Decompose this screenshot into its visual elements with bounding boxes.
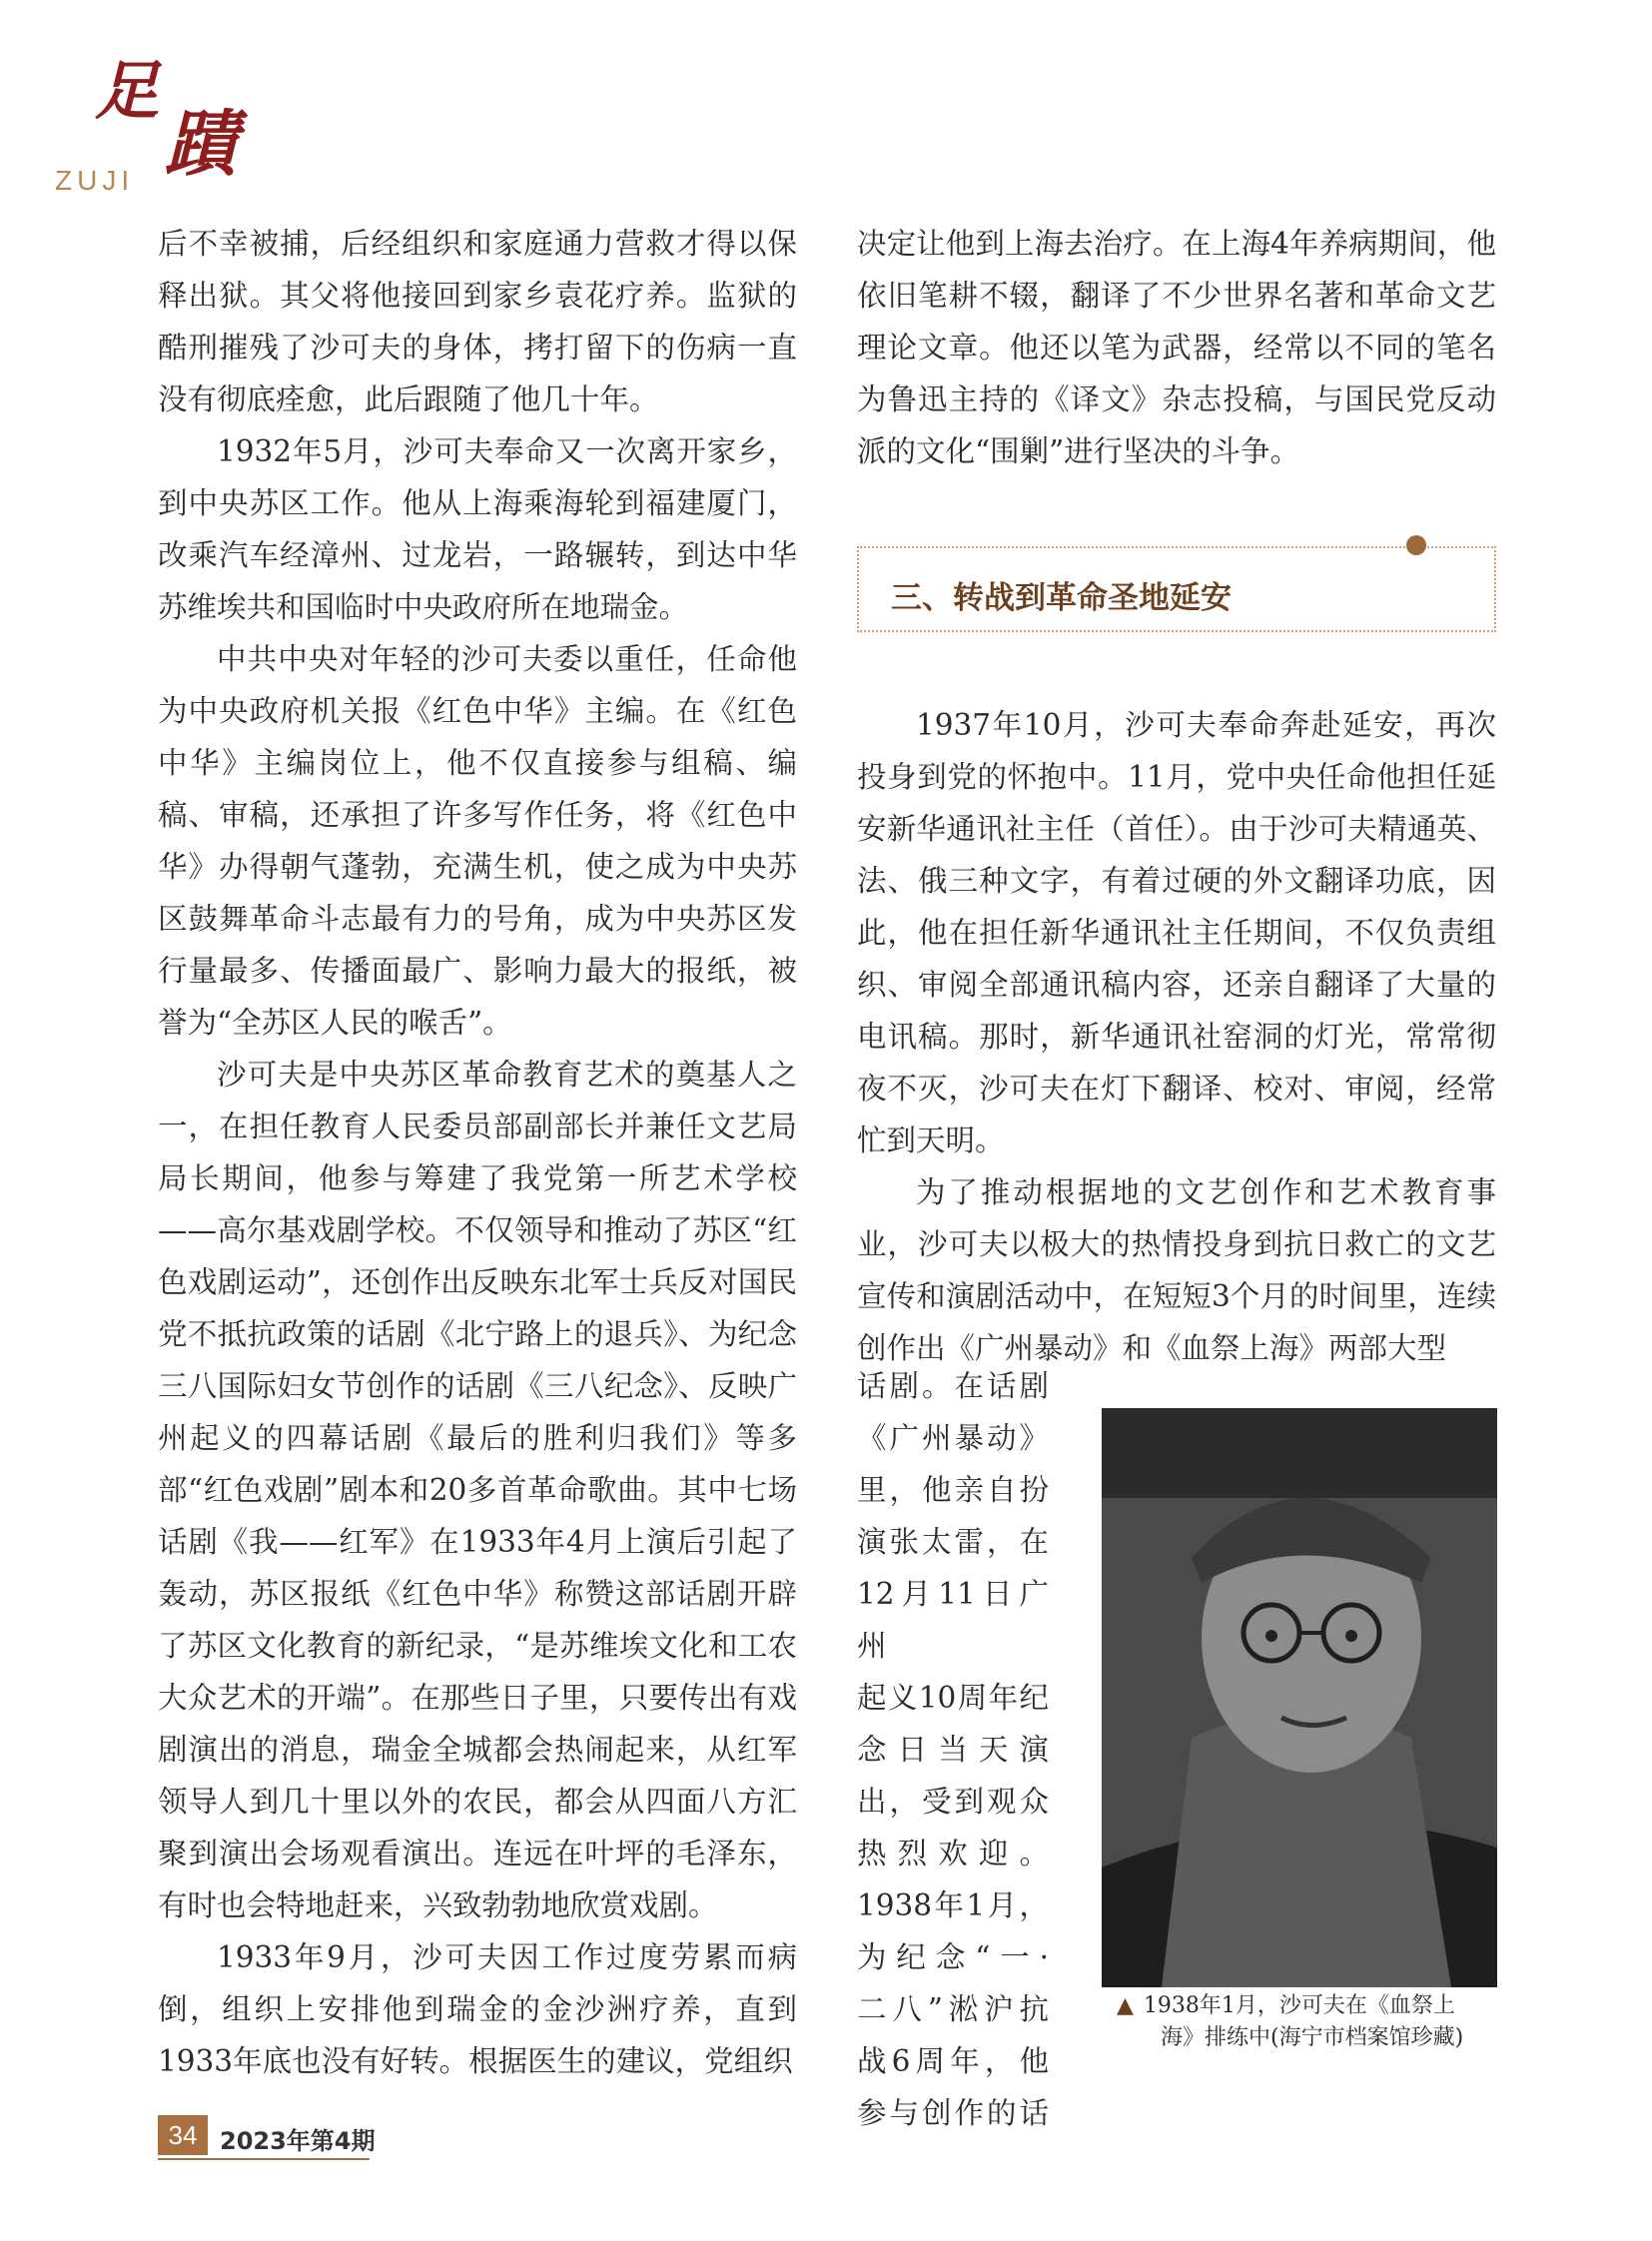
paragraph: 沙可夫是中央苏区革命教育艺术的奠基人之一，在担任教育人民委员部副部长并兼任文艺局局长期间，他参与筹建了我党第一所艺术学校——高尔基戏剧学校。不仅领导和推动了苏区“红色戏剧运动”，还创作出反映东北军士兵反对国民党不抵抗政策的话剧《北宁路上的退兵》、为纪念三八国际妇女节创作的话剧《三八纪念》、反映广州起义的四幕话剧《最后的胜利归我们》等多部“红色戏剧”剧本和20多首革命歌曲。其中七场话剧《我——红军》在1933年4月上演后引起了轰动，苏区报纸《红色中华》称赞这部话剧开辟了苏区文化教育的新纪录，“是苏维埃文化和工农大众艺术的开端”。在那些日子里，只要传出有戏剧演出的消息，瑞金全城都会热闹起来，从红军领导人到几十里以外的农民，都会从四面八方汇聚到演出会场观看演出。连远在叶坪的毛泽东，有时也会特地赶来，兴致勃勃地欣赏戏剧。: [158, 1058, 797, 1922]
paragraph: 1932年5月，沙可夫奉命又一次离开家乡，到中央苏区工作。他从上海乘海轮到福建厦门，改乘汽车经漳州、过龙岩，一路辗转，到达中华苏维埃共和国临时中央政府所在地瑞金。: [158, 434, 797, 624]
narrow-line: 战6周年，他: [857, 2044, 1049, 2078]
narrow-line: 1938年1月，: [857, 1888, 1049, 1922]
narrow-line: 出，受到观众: [857, 1785, 1049, 1819]
narrow-line: 12月11日广州: [857, 1577, 1049, 1663]
portrait-photo: [1102, 1408, 1497, 1987]
narrow-line: 为纪念“一·: [857, 1940, 1049, 1974]
paragraph: 后不幸被捕，后经组织和家庭通力营救才得以保释出狱。其父将他接回到家乡袁花疗养。监狱的酷刑摧残了沙可夫的身体，拷打留下的伤病一直没有彻底痊愈，此后跟随了他几十年。: [158, 227, 797, 416]
issue-label: 2023年第4期: [220, 2127, 376, 2155]
page-number: 34: [158, 2115, 208, 2155]
paragraph: 决定让他到上海去治疗。在上海4年养病期间，他依旧笔耕不辍，翻译了不少世界名著和革命文艺理论文章。他还以笔为武器，经常以不同的笔名为鲁迅主持的《译文》杂志投稿，与国民党反动派的文化“围剿”进行坚决的斗争。: [857, 227, 1496, 468]
logo-char-ji: 蹟: [165, 101, 238, 186]
paragraph: 为了推动根据地的文艺创作和艺术教育事业，沙可夫以极大的热情投身到抗日救亡的文艺宣传和演剧活动中，在短短3个月的时间里，连续创作出《广州暴动》和《血祭上海》两部大型: [857, 1175, 1496, 1365]
section-title: 三、转战到革命圣地延安: [891, 580, 1232, 616]
masthead-logo: [55, 54, 255, 196]
right-column-body: [857, 699, 1496, 1374]
footer-rule: [158, 2158, 370, 2160]
narrow-line: 热烈欢迎。: [857, 1837, 1049, 1870]
narrow-line: 起义10周年纪: [857, 1681, 1049, 1715]
narrow-line: 二八”淞沪抗: [857, 1992, 1049, 2026]
photo-caption: [1117, 1990, 1496, 2054]
right-column-top: [857, 218, 1496, 477]
narrow-line: 《广州暴动》: [857, 1421, 1049, 1455]
narrow-line: 话剧。在话剧: [857, 1369, 1049, 1403]
narrow-line: 演张太雷，在: [857, 1525, 1049, 1559]
narrow-line: 里，他亲自扮: [857, 1473, 1049, 1507]
narrow-line: 念日当天演: [857, 1733, 1049, 1767]
triangle-icon: ▲: [1117, 1993, 1134, 2018]
caption-line: 1938年1月，沙可夫在《血祭上: [1143, 1993, 1455, 2018]
paragraph: 1937年10月，沙可夫奉命奔赴延安，再次投身到党的怀抱中。11月，党中央任命他担任延安新华通讯社主任（首任）。由于沙可夫精通英、法、俄三种文字，有着过硬的外文翻译功底，因此，他在担任新华通讯社主任期间，不仅负责组织、审阅全部通讯稿内容，还亲自翻译了大量的电讯稿。那时，新华通讯社窑洞的灯光，常常彻夜不灭，沙可夫在灯下翻译、校对、审阅，经常忙到天明。: [857, 708, 1496, 1157]
paragraph: 中共中央对年轻的沙可夫委以重任，任命他为中央政府机关报《红色中华》主编。在《红色中华》主编岗位上，他不仅直接参与组稿、编稿、审稿，还承担了许多写作任务，将《红色中华》办得朝气蓬勃，充满生机，使之成为中央苏区鼓舞革命斗志最有力的号角，成为中央苏区发行量最多、传播面最广、影响力最大的报纸，被誉为“全苏区人民的喉舌”。: [158, 642, 797, 1040]
logo-latin: ZUJI: [55, 165, 135, 196]
caption-line: 海》排练中(海宁市档案馆珍藏): [1161, 2025, 1464, 2050]
paragraph: 1933年9月，沙可夫因工作过度劳累而病倒，组织上安排他到瑞金的金沙洲疗养，直到1933年底也没有好转。根据医生的建议，党组织: [158, 1940, 797, 2078]
narrow-text-column: [857, 1360, 1049, 2139]
section-dot-icon: [1406, 535, 1426, 555]
narrow-line: 参与创作的话: [857, 2096, 1049, 2130]
logo-char-zu: 足: [95, 54, 159, 129]
left-column: [158, 218, 797, 2087]
